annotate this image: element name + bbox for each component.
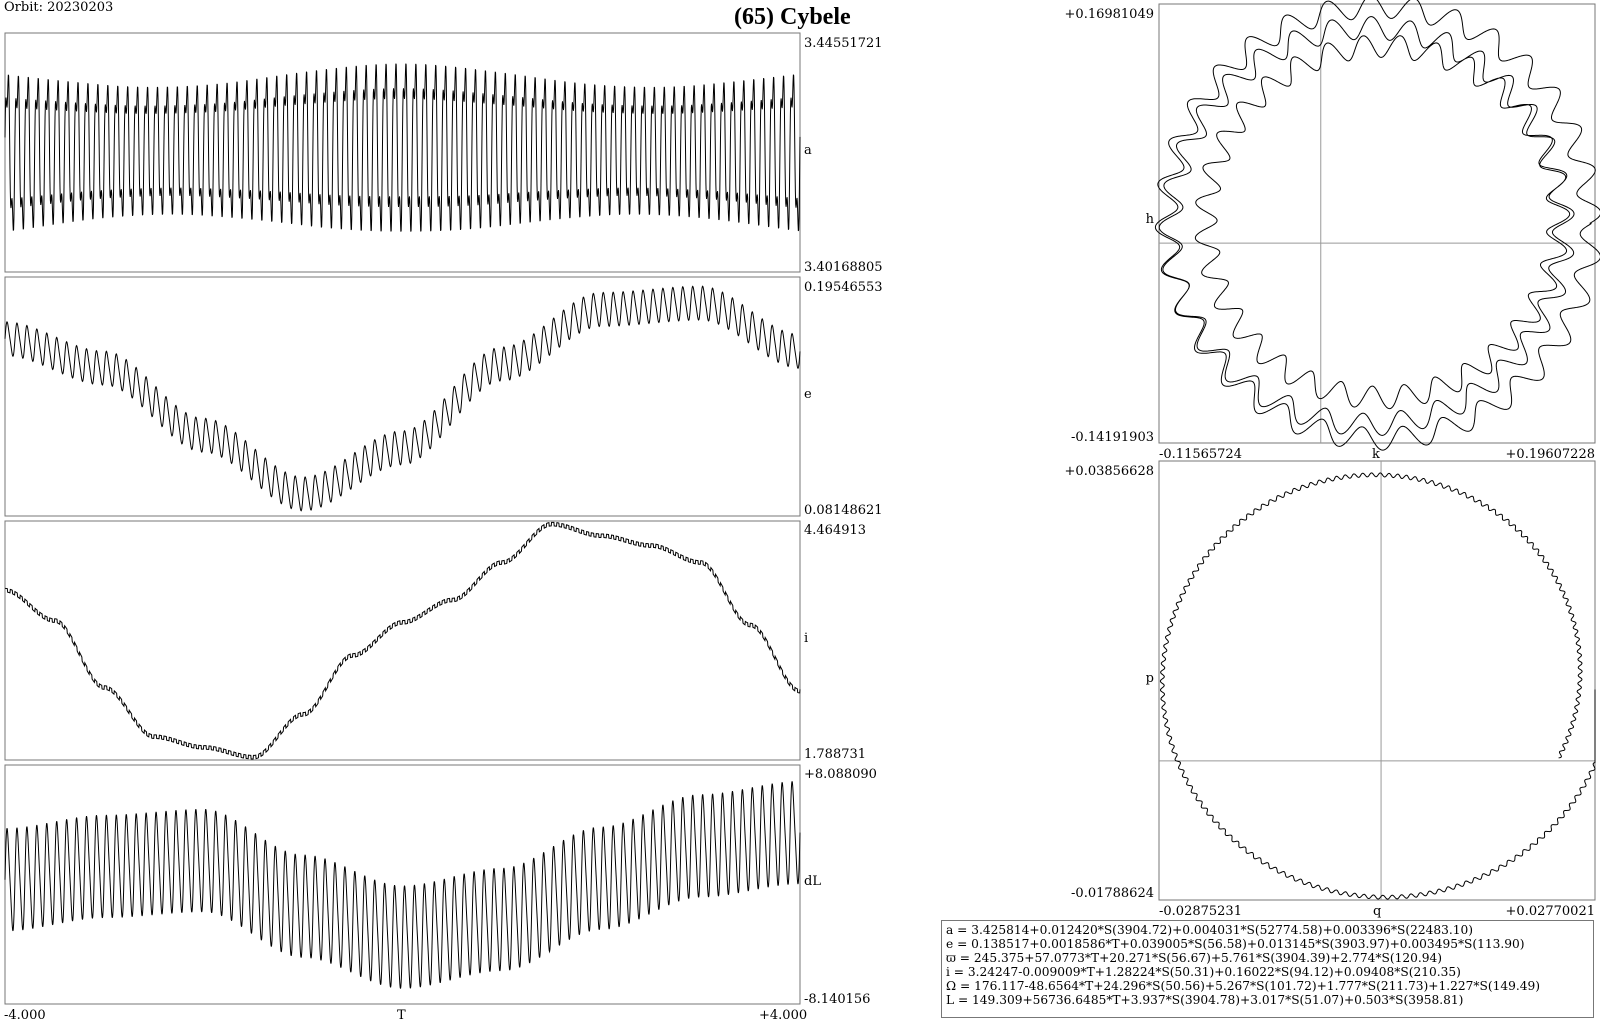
series-line-kh [1155,0,1600,450]
qp-xmin-label: -0.02875231 [1159,904,1242,919]
formula-omega: Ω = 176.117-48.6564*T+24.296*S(50.56)+5.267*S(101.72)+1.777*S(211.73)+1.227*S(149.49) [946,979,1540,993]
chart-title: (65) Cybele [734,4,851,30]
panel-qp [1065,461,1595,919]
qp-xmax-label: +0.02770021 [1505,904,1595,919]
ymax-label-e: 0.19546553 [804,280,883,295]
kh-xmax-label: +0.19607228 [1505,447,1595,462]
series-line-i [5,522,800,759]
qp-ylabel: p [1145,671,1154,686]
formula-i: i = 3.24247-0.009009*T+1.28224*S(50.31)+0.16022*S(94.12)+0.09408*S(210.35) [946,965,1461,979]
ymax-label-i: 4.464913 [804,523,867,538]
formula-e: e = 0.138517+0.0018586*T+0.039005*S(56.58)+0.013145*S(3903.97)+0.003495*S(113.90) [946,937,1525,951]
kh-ymax-label: +0.16981049 [1064,7,1154,22]
formula-box [941,920,1594,1018]
series-line-a [5,64,800,232]
ylabel-i: i [804,631,809,646]
orbit-label: Orbit: 20230203 [4,0,114,15]
qp-ymax-label: +0.03856628 [1064,464,1154,479]
formula-varpi: ϖ = 245.375+57.0773*T+20.271*S(56.67)+5.761*S(3904.39)+2.774*S(120.94) [946,951,1442,965]
xlabel-T: T [397,1008,406,1023]
panel-i [5,521,866,762]
ymin-label-i: 1.788731 [804,747,867,762]
formula-a: a = 3.425814+0.012420*S(3904.72)+0.004031*S(52774.58)+0.003396*S(22483.10) [946,923,1474,937]
ylabel-a: a [804,143,812,158]
kh-ymin-label: -0.14191903 [1071,430,1154,445]
panel-e [5,277,883,518]
ylabel-dL: dL [804,874,821,889]
panel-kh [1065,0,1600,462]
formula-L: L = 149.309+56736.6485*T+3.937*S(3904.78)+3.017*S(51.07)+0.503*S(3958.81) [946,993,1464,1007]
xmax-label-T: +4.000 [759,1008,808,1023]
qp-xlabel: q [1373,904,1382,919]
panel-a [5,33,883,275]
kh-xmin-label: -0.11565724 [1159,447,1242,462]
plot-frame-kh [1159,4,1595,443]
ymin-label-e: 0.08148621 [804,503,883,518]
series-line-dL [5,781,800,988]
plot-frame-qp [1159,461,1595,900]
ylabel-e: e [804,387,812,402]
kh-xlabel: k [1372,447,1380,462]
ymin-label-a: 3.40168805 [804,260,883,275]
ymax-label-dL: +8.088090 [804,767,877,782]
ymax-label-a: 3.44551721 [804,36,883,51]
qp-ymin-label: -0.01788624 [1071,886,1154,901]
xmin-label-T: -4.000 [4,1008,46,1023]
series-line-qp [1160,473,1595,899]
plot-frame-e [5,277,800,516]
series-line-e [5,286,800,511]
kh-ylabel: h [1145,212,1154,227]
panel-dL [4,765,877,1023]
ymin-label-dL: -8.140156 [804,992,871,1007]
